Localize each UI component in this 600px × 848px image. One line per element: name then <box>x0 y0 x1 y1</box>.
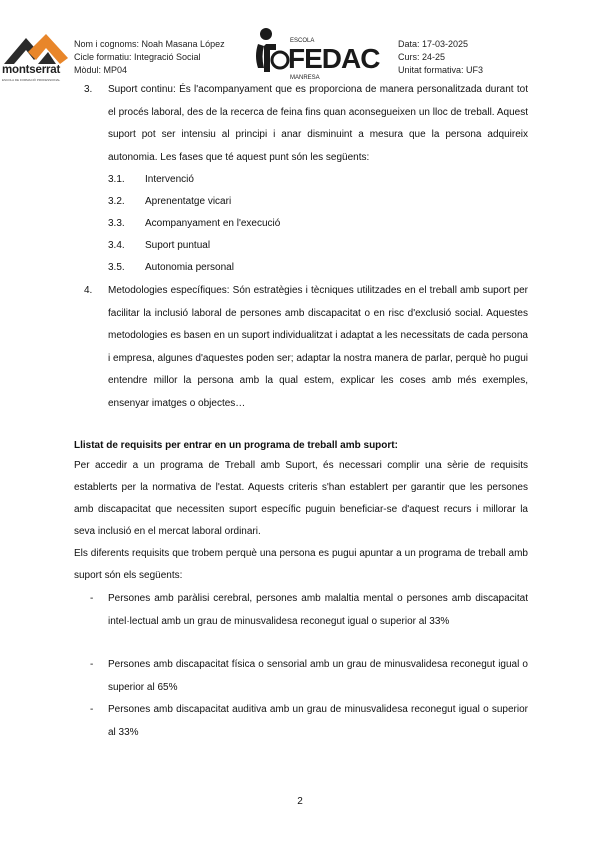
header-info-right <box>398 38 483 77</box>
training-unit: Unitat formativa: UF3 <box>398 65 484 75</box>
document-date: Data: 17-03-2025 <box>398 39 469 49</box>
course-name: Cicle formatiu: Integració Social <box>74 52 201 62</box>
phase-label: Autonomia personal <box>145 262 234 273</box>
fedac-city: MANRESA <box>290 75 320 81</box>
phase-number: 3.3. <box>108 218 125 229</box>
phase-number: 3.1. <box>108 174 125 185</box>
phase-number: 3.4. <box>108 240 125 251</box>
montserrat-logo <box>2 30 70 82</box>
montserrat-logo-mark <box>2 30 70 66</box>
bullet-item: Persones amb discapacitat física o sensorial amb un grau de minusvalidesa reconegut igual o superior al 65% <box>108 659 528 693</box>
page-number: 2 <box>297 796 303 807</box>
phase-label: Acompanyament en l'execució <box>145 218 281 229</box>
fedac-brand: FEDAC <box>288 43 380 74</box>
phase-number: 3.5. <box>108 262 125 273</box>
header-info-left <box>74 38 225 77</box>
section-paragraph: Per accedir a un programa de Treball amb Suport, és necessari complir una sèrie de requisits establerts per la normativa de l'estat. Aquests criteris s'han establert per garantir que les persones amb discapacitat que necessiten suport específic puguin beneficiar-se d'aquest recurs i millorar la seva inclusió en el mercat laboral ordinari. <box>74 460 528 537</box>
bullet-item: Persones amb discapacitat auditiva amb un grau de minusvalidesa reconegut igual o superior al 33% <box>108 704 528 738</box>
fedac-emblem-icon <box>252 26 292 76</box>
list-item-number: 4. <box>84 285 93 296</box>
bullet-marker: - <box>90 704 94 715</box>
phase-label: Aprenentatge vicari <box>145 196 232 207</box>
montserrat-logo-text: montserrat <box>2 64 61 76</box>
list-item-number: 3. <box>84 84 93 95</box>
section-paragraph: Els diferents requisits que trobem perquè una persona es pugui apuntar a un programa de treball amb suport són els següents: <box>74 548 528 581</box>
list-item-text: Metodologies específiques: Són estratègies i tècniques utilitzades en el treball amb suport per facilitar la inclusió laboral de persones amb discapacitat o en risc d'exclusió social. Aquestes metodologies es basen en un suport individualitzat i adaptat a les necessitats de cada persona i empresa, algunes d'aquestes poden ser; adaptar la nostra manera de parlar, perquè ho pugui entendre millor la persona amb la qual estem, explicar les coses amb més exemples, ensenyar imatges o objectes… <box>108 285 528 409</box>
phase-label: Suport puntual <box>145 240 211 251</box>
list-item-text: Suport continu: És l'acompanyament que es proporciona de manera personalitzada durant tot el procés laboral, des de la recerca de feina fins quan aconsegueixen un lloc de treball. Aquest suport pot ser intensiu al principi i anar disminuint a mesura que la persona adquireix autonomia. Les fases que té aquest punt són les següents: <box>108 84 528 163</box>
module-name: Mòdul: MP04 <box>74 65 128 75</box>
course-year: Curs: 24-25 <box>398 52 446 62</box>
bullet-marker: - <box>90 593 94 604</box>
bullet-marker: - <box>90 659 94 670</box>
student-name: Nom i cognoms: Noah Masana López <box>74 39 225 49</box>
fedac-escola-label: ESCOLA <box>290 38 315 44</box>
phase-number: 3.2. <box>108 196 125 207</box>
montserrat-logo-subtext: ESCOLA DE FORMACIÓ PROFESSIONAL <box>2 78 61 82</box>
fedac-logo <box>252 26 384 82</box>
bullet-item: Persones amb paràlisi cerebral, persones amb malaltia mental o persones amb discapacitat intel·lectual amb un grau de minusvalidesa reconegut igual o superior al 33% <box>108 593 528 627</box>
phase-label: Intervenció <box>145 174 194 185</box>
section-heading: Llistat de requisits per entrar en un programa de treball amb suport: <box>74 440 398 451</box>
